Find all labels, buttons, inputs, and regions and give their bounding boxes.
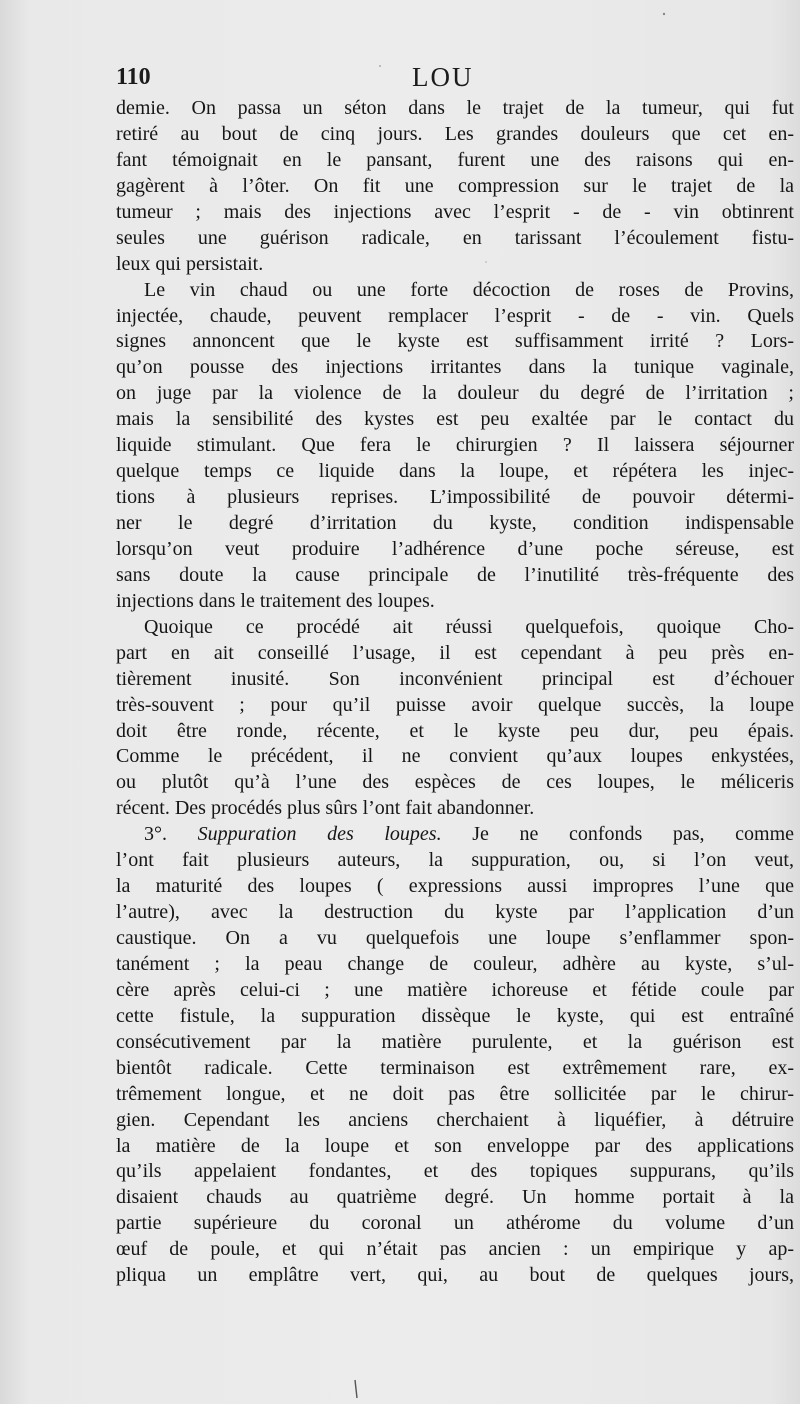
text-line: l’autre), avec la destruction du kyste par l’application d’un	[116, 901, 794, 924]
text-line: qu’ils appelaient fondantes, et des topiques suppurans, qu’ils	[116, 1160, 794, 1183]
text-line: la maturité des loupes ( expressions aussi impropres l’une que	[116, 875, 794, 898]
text-line: leux qui persistait.	[116, 252, 264, 275]
text-line: retiré au bout de cinq jours. Les grandes douleurs que cet en-	[116, 122, 794, 145]
page-number: 110	[116, 64, 151, 90]
text-line: sans doute la cause principale de l’inutilité très-fréquente des	[116, 563, 794, 586]
text-line: quelque temps ce liquide dans la loupe, et répétera les injec-	[116, 460, 794, 483]
text-line: partie supérieure du coronal un athérome du volume d’un	[116, 1212, 794, 1235]
text-line: ou plutôt qu’à l’une des espèces de ces loupes, le méliceris	[116, 771, 794, 794]
text-line: tièrement inusité. Son inconvénient principal est d’échouer	[116, 667, 794, 690]
text-line: liquide stimulant. Que fera le chirurgien ? Il laissera séjourner	[116, 434, 794, 457]
text-line: signes annoncent que le kyste est suffisamment irrité ? Lors-	[116, 330, 794, 353]
text-line: mais la sensibilité des kystes est peu exaltée par le contact du	[116, 408, 794, 431]
italic-run: Suppuration des loupes.	[197, 823, 442, 846]
body-text	[116, 96, 794, 1289]
text-line: part en ait conseillé l’usage, il est cependant à peu près en-	[116, 641, 794, 664]
text-line: Quoique ce procédé ait réussi quelquefois, quoique Cho-	[144, 615, 794, 638]
text-line: disaient chauds au quatrième degré. Un homme portait à la	[116, 1186, 794, 1209]
text-line: qu’on pousse des injections irritantes dans la tunique vaginale,	[116, 356, 794, 379]
text-line: bientôt radicale. Cette terminaison est extrêmement rare, ex-	[116, 1056, 794, 1079]
text-line: demie. On passa un séton dans le trajet de la tumeur, qui fut	[116, 97, 794, 119]
text-line: la matière de la loupe et son enveloppe par des applications	[116, 1134, 794, 1157]
text-line: seules une guérison radicale, en tarissant l’écoulement fistu-	[116, 226, 794, 249]
running-title: LOU	[412, 62, 474, 92]
text-line: consécutivement par la matière purulente, et la guérison est	[116, 1030, 794, 1053]
text-line: œuf de poule, et qui n’était pas ancien : un empirique y ap-	[116, 1238, 794, 1261]
text-line: ner le degré d’irritation du kyste, condition indispensable	[116, 512, 794, 534]
text-line: pliqua un emplâtre vert, qui, au bout de quelques jours,	[116, 1264, 794, 1287]
text-line: Comme le précédent, il ne convient qu’aux loupes enkystées,	[116, 745, 794, 768]
running-head	[116, 62, 796, 96]
text-line: tions à plusieurs reprises. L’impossibilité de pouvoir détermi-	[116, 486, 794, 509]
text-line: caustique. On a vu quelquefois une loupe s’enflammer spon-	[116, 927, 794, 949]
text-line: récent. Des procédés plus sûrs l’ont fait abandonner.	[116, 797, 535, 820]
text-line: gien. Cependant les anciens cherchaient à liquéfier, à détruire	[116, 1108, 794, 1131]
text-line: fant témoignait en le pansant, furent une des raisons qui en-	[116, 148, 794, 171]
text-line: tumeur ; mais des injections avec l’esprit - de - vin obtinrent	[116, 200, 794, 223]
text-line: cette fistule, la suppuration dissèque le kyste, qui est entraîné	[116, 1004, 794, 1027]
text-line: gagèrent à l’ôter. On fit une compression sur le trajet de la	[116, 174, 794, 197]
text-line: très-souvent ; pour qu’il puisse avoir quelque succès, la loupe	[116, 693, 794, 716]
text-line: injections dans le traitement des loupes.	[116, 589, 435, 612]
text-line: injectée, chaude, peuvent remplacer l’esprit - de - vin. Quels	[116, 304, 794, 327]
text-line: doit être ronde, récente, et le kyste peu dur, peu épais.	[116, 719, 794, 742]
text-line: on juge par la violence de la douleur du degré de l’irritation ;	[116, 382, 794, 405]
text-line: cère après celui-ci ; une matière ichoreuse et fétide coule par	[116, 978, 794, 1001]
text-line: 3°. Suppuration des loupes. Je ne confonds pas, comme	[144, 823, 794, 846]
text-line: Le vin chaud ou une forte décoction de roses de Provins,	[144, 278, 794, 301]
text-line: tanément ; la peau change de couleur, adhère au kyste, s’ul-	[116, 952, 794, 975]
text-line: trêmement longue, et ne doit pas être sollicitée par le chirur-	[116, 1082, 794, 1105]
text-line: lorsqu’on veut produire l’adhérence d’une poche séreuse, est	[116, 537, 794, 560]
text-line: l’ont fait plusieurs auteurs, la suppuration, ou, si l’on veut,	[116, 849, 794, 872]
